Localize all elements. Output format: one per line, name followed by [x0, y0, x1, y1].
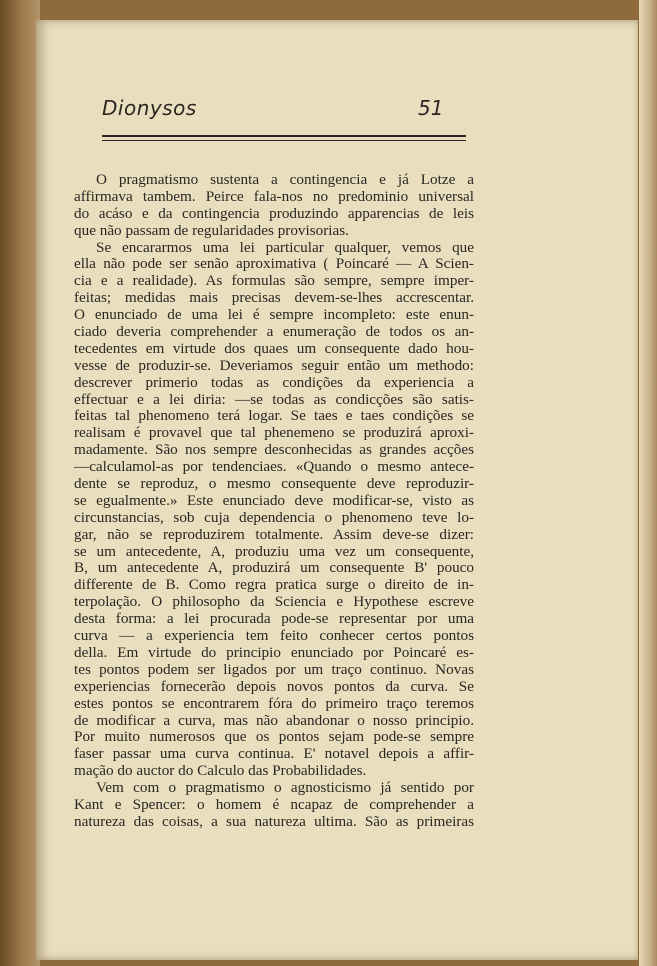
text-line: do acáso e da contingencia produzindo apparencias de leis	[74, 204, 474, 222]
text-line: ella não pode ser senão aproximativa ( Poincaré — A Scien-	[74, 255, 474, 273]
text-line: Se encararmos uma lei particular qualquer, vemos que	[96, 238, 474, 256]
text-line: Kant e Spencer: o homem é ncapaz de comprehender a	[74, 795, 474, 813]
text-line: affirmava tambem. Peirce fala-nos no predominio universal	[74, 187, 474, 205]
header-rule-thin	[102, 140, 466, 141]
text-line: mação do auctor do Calculo das Probabilidades.	[74, 762, 367, 780]
header-rule-thick	[102, 135, 466, 137]
scan-edge-left	[0, 0, 40, 966]
text-line: tes pontos podem ser ligados por um traço continuo. Novas	[74, 660, 474, 678]
text-line: natureza das coisas, a sua natureza ultima. São as primeiras	[74, 812, 474, 830]
text-line: cia e a realidade). As formulas são sempre, sempre imper-	[74, 272, 474, 290]
text-line: desta forma: a lei procurada pode-se representar por uma	[74, 610, 474, 628]
text-line: vesse de produzir-se. Deveriamos seguir então um methodo:	[74, 356, 474, 374]
text-line: B, um antecedente A, produzirá um consequente B' pouco	[74, 559, 474, 577]
text-line: se um antecedente, A, produziu uma vez um consequente,	[74, 542, 474, 560]
text-line: que não passam de regularidades provisorias.	[74, 221, 349, 239]
page-number: 51	[418, 96, 444, 120]
text-line: terpolação. O philosopho da Sciencia e Hypothese escreve	[74, 593, 474, 611]
running-title: Dionysos	[102, 96, 197, 120]
text-line: feitas tal phenomeno terá logar. Se taes e taes condições se	[74, 407, 474, 425]
text-line: madamente. São nos sempre desconhecidas as grandes acções	[74, 441, 474, 459]
text-line: differente de B. Como regra pratica surge o direito de in-	[74, 576, 474, 594]
text-line: —calculamol-as por tendenciaes. «Quando o mesmo antece-	[74, 458, 474, 476]
body-text	[74, 172, 474, 831]
text-line: O enunciado de uma lei é sempre incompleto: este enun-	[74, 306, 474, 324]
text-line: ciado deveria comprehender a enumeração de todos os an-	[74, 323, 474, 341]
page-header	[66, 86, 472, 134]
text-line: tecedentes em virtude dos quaes um consequente dado hou-	[74, 339, 474, 357]
text-line: experiencias fornecerão depois novos pontos da curva. Se	[74, 677, 474, 695]
text-line: curva — a experiencia tem feito conhecer certos pontos	[74, 627, 474, 645]
text-line: realisam é provavel que tal phenemeno se produzirá aproxi-	[74, 424, 474, 442]
scan-edge-right	[639, 0, 657, 966]
text-line: Vem com o pragmatismo o agnosticismo já sentido por	[96, 779, 474, 797]
text-line: effectuar e a lei diria: —se todas as condicções são satis-	[74, 390, 474, 408]
text-line: faser passar uma curva continua. E' notavel depois a affir-	[74, 745, 474, 763]
text-line: gar, não se reproduzirem totalmente. Assim deve-se dizer:	[74, 525, 474, 543]
text-line: feitas; medidas mais precisas devem-se-lhes accrescentar.	[74, 289, 474, 307]
text-line: descrever primerio todas as condições da experiencia a	[74, 373, 474, 391]
text-line: della. Em virtude do principio enunciado por Poincaré es-	[74, 643, 474, 661]
text-line: Por muito numerosos que os pontos sejam pode-se sempre	[74, 728, 474, 746]
text-line: de modificar a curva, mas não abandonar o nosso principio.	[74, 711, 474, 729]
text-line: O pragmatismo sustenta a contingencia e já Lotze a	[96, 171, 474, 188]
text-line: dente se reproduz, o mesmo consequente deve reproduzir-	[74, 475, 474, 493]
text-line: circunstancias, sob cuja dependencia o phenomeno teve lo-	[74, 508, 474, 526]
text-line: se egualmente.» Este enunciado deve modificar-se, visto as	[74, 491, 474, 509]
text-line: estes pontos se encontrarem fóra do primeiro traço teremos	[74, 694, 474, 712]
